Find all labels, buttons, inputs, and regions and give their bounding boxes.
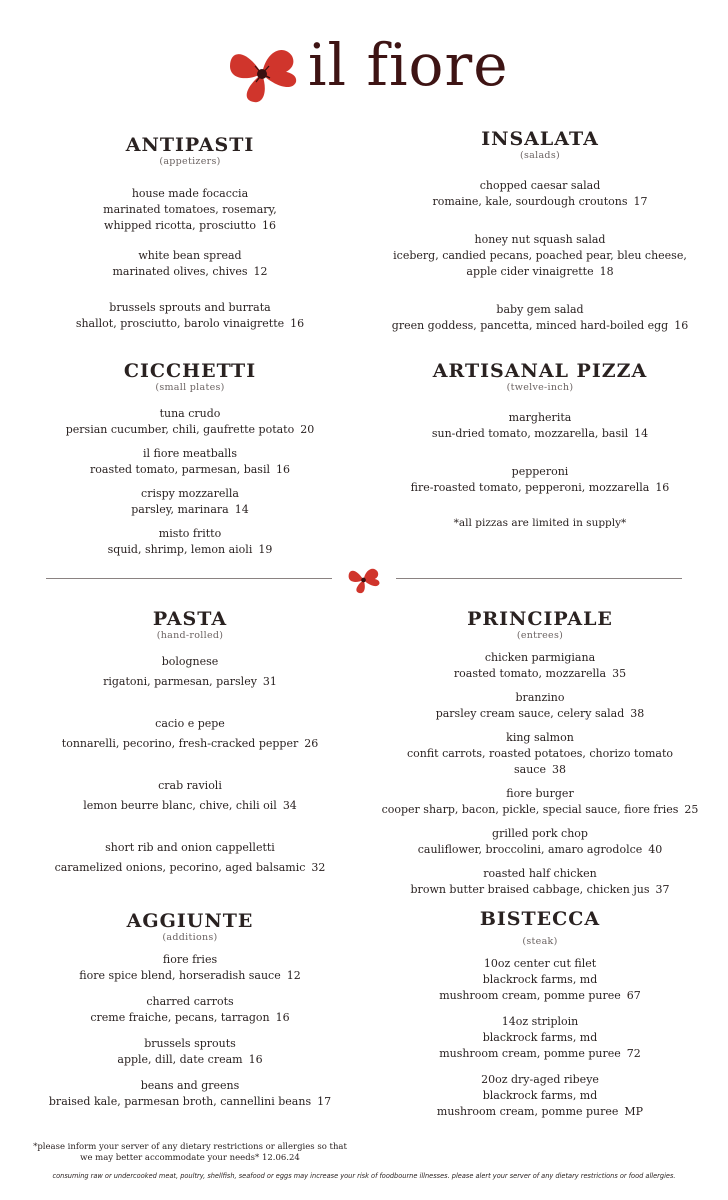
section-subtitle: (salads) <box>519 150 560 161</box>
item-name: 14oz striploin <box>501 1015 579 1028</box>
item-name: misto fritto <box>158 527 222 540</box>
item-price: 19 <box>258 543 273 556</box>
item-name: brussels sprouts and burrata <box>109 301 271 314</box>
menu-item <box>380 786 700 818</box>
item-name: pepperoni <box>511 465 569 478</box>
item-description: blackrock farms, md <box>482 973 598 986</box>
section-subtitle: (additions) <box>162 932 218 943</box>
item-description-line: roasted tomato, mozzarella 35 <box>453 667 627 680</box>
item-name: beans and greens <box>140 1079 240 1092</box>
item-description-line: cooper sharp, bacon, pickle, special sauce, fiore fries 25 <box>381 803 699 816</box>
item-price: 32 <box>311 861 326 874</box>
item-description-line: sun-dried tomato, mozzarella, basil 14 <box>431 427 649 440</box>
item-price: 38 <box>551 763 566 776</box>
item-name: margherita <box>508 411 572 424</box>
item-name: brussels sprouts <box>144 1037 236 1050</box>
menu-item <box>40 994 340 1026</box>
menu-item <box>388 302 692 334</box>
item-description-line: fire-roasted tomato, pepperoni, mozzarella 16 <box>410 481 670 494</box>
poppy-flower-icon <box>226 44 300 104</box>
item-name: il fiore meatballs <box>143 447 237 460</box>
item-price: 17 <box>633 195 648 208</box>
menu-item <box>40 654 340 690</box>
item-description-line: brown butter braised cabbage, chicken jus 37 <box>410 883 670 896</box>
item-name: fiore fries <box>162 953 218 966</box>
menu-item <box>400 956 680 1004</box>
menu-item <box>60 248 320 280</box>
section-subtitle: (twelve-inch) <box>506 382 574 393</box>
section-pasta <box>40 608 340 876</box>
menu-item <box>400 1072 680 1120</box>
item-description-line: marinated olives, chives 12 <box>112 265 268 278</box>
item-description-line: fiore spice blend, horseradish sauce 12 <box>79 969 301 982</box>
item-name: white bean spread <box>138 249 242 262</box>
item-description-line: creme fraiche, pecans, tarragon 16 <box>90 1011 290 1024</box>
item-description-line: tonnarelli, pecorino, fresh-cracked pepper 26 <box>61 737 319 750</box>
item-price: 14 <box>234 503 249 516</box>
item-price: 18 <box>599 265 614 278</box>
section-title: BISTECCA <box>479 908 601 930</box>
item-description: marinated tomatoes, rosemary, <box>103 203 277 216</box>
menu-item <box>50 406 330 438</box>
menu-item <box>50 446 330 478</box>
item-price: 16 <box>275 463 290 476</box>
item-description-line: cauliflower, broccolini, amaro agrodolce 40 <box>417 843 663 856</box>
section-cicchetti <box>50 360 330 558</box>
section-subtitle: (entrees) <box>516 630 564 641</box>
item-name: 20oz dry-aged ribeye <box>481 1073 599 1086</box>
item-price: 16 <box>248 1053 263 1066</box>
menu-item <box>398 410 682 442</box>
item-description: blackrock farms, md <box>482 1089 598 1102</box>
item-description-line: caramelized onions, pecorino, aged balsamic 32 <box>54 861 326 874</box>
item-description-line: parsley, marinara 14 <box>131 503 249 516</box>
item-price: 40 <box>648 843 663 856</box>
item-name: house made focaccia <box>131 187 249 200</box>
menu-item <box>40 716 340 752</box>
item-name: branzino <box>515 691 565 704</box>
item-description-line: squid, shrimp, lemon aioli 19 <box>107 543 273 556</box>
section-title: ARTISANAL PIZZA <box>432 360 648 382</box>
section-artisanal-pizza <box>398 360 682 530</box>
item-description-line: romaine, kale, sourdough croutons 17 <box>432 195 648 208</box>
item-price: 14 <box>634 427 649 440</box>
item-name: bolognese <box>161 655 219 668</box>
item-name: chopped caesar salad <box>479 179 601 192</box>
menu-item <box>380 650 700 682</box>
item-name: chicken parmigiana <box>484 651 596 664</box>
menu-item <box>40 952 340 984</box>
section-title: PASTA <box>152 608 228 630</box>
pizza-supply-note: *all pizzas are limited in supply* <box>453 517 627 529</box>
item-name: honey nut squash salad <box>474 233 606 246</box>
item-description-line: apple cider vinaigrette 18 <box>466 265 614 278</box>
item-description: blackrock farms, md <box>482 1031 598 1044</box>
item-name: fiore burger <box>506 787 574 800</box>
item-name: 10oz center cut filet <box>483 957 597 970</box>
item-price: 16 <box>290 317 305 330</box>
brand-logo-text: il fiore <box>308 31 509 99</box>
item-description-line: rigatoni, parmesan, parsley 31 <box>103 675 277 688</box>
item-name: charred carrots <box>146 995 234 1008</box>
item-name: baby gem salad <box>496 303 584 316</box>
item-name: roasted half chicken <box>483 867 597 880</box>
item-price: 25 <box>684 803 699 816</box>
item-name: cacio e pepe <box>155 717 225 730</box>
section-insalata <box>388 128 692 334</box>
item-price: 16 <box>655 481 670 494</box>
food-safety-disclaimer: consuming raw or undercooked meat, poultry, shellfish, seafood or eggs may increase your risk of foodbourne illnesses. please alert your server of any dietary restrictions or food allergies. <box>52 1172 676 1180</box>
item-description-line: whipped ricotta, prosciutto 16 <box>104 219 276 232</box>
item-price: 12 <box>253 265 268 278</box>
section-divider-right <box>396 578 682 579</box>
item-price: 16 <box>674 319 689 332</box>
section-principale <box>380 608 700 898</box>
menu-item <box>40 778 340 814</box>
item-price: 37 <box>655 883 670 896</box>
item-name: tuna crudo <box>159 407 221 420</box>
section-antipasti <box>60 134 320 332</box>
item-name: crispy mozzarella <box>141 487 239 500</box>
menu-item <box>388 178 692 210</box>
item-description-line: confit carrots, roasted potatoes, chorizo tomato sauce 38 <box>406 747 674 776</box>
section-subtitle: (appetizers) <box>159 156 221 167</box>
item-description-line: lemon beurre blanc, chive, chili oil 34 <box>83 799 297 812</box>
section-subtitle: (steak) <box>522 936 558 947</box>
section-subtitle: (small plates) <box>155 382 225 393</box>
item-price: 72 <box>626 1047 641 1060</box>
section-bistecca <box>400 908 680 1120</box>
item-price: 38 <box>630 707 645 720</box>
item-price: 20 <box>300 423 315 436</box>
item-price: 31 <box>262 675 277 688</box>
item-price: 67 <box>626 989 641 1002</box>
item-description-line: shallot, prosciutto, barolo vinaigrette 16 <box>75 317 305 330</box>
menu-item <box>50 486 330 518</box>
item-description: iceberg, candied pecans, poached pear, bleu cheese, <box>393 249 687 262</box>
item-price: 34 <box>282 799 297 812</box>
item-name: crab ravioli <box>158 779 222 792</box>
item-price: 35 <box>612 667 627 680</box>
menu-item <box>380 730 700 778</box>
menu-item <box>40 1036 340 1068</box>
menu-header <box>0 30 728 110</box>
menu-item <box>388 232 692 280</box>
item-name: short rib and onion cappelletti <box>105 841 275 854</box>
section-aggiunte <box>40 910 340 1110</box>
menu-item <box>50 526 330 558</box>
section-title: ANTIPASTI <box>125 134 255 156</box>
section-title: AGGIUNTE <box>126 910 254 932</box>
poppy-flower-icon <box>346 566 382 594</box>
item-price: 26 <box>304 737 319 750</box>
menu-item <box>40 1078 340 1110</box>
section-divider-left <box>46 578 332 579</box>
item-price: 17 <box>317 1095 332 1108</box>
item-description-line: apple, dill, date cream 16 <box>117 1053 263 1066</box>
item-price: 16 <box>261 219 276 232</box>
item-price: MP <box>624 1105 644 1118</box>
item-description-line: parsley cream sauce, celery salad 38 <box>435 707 645 720</box>
section-title: INSALATA <box>481 128 599 150</box>
item-price: 12 <box>286 969 301 982</box>
item-price: 16 <box>275 1011 290 1024</box>
item-description-line: braised kale, parmesan broth, cannellini beans 17 <box>48 1095 332 1108</box>
menu-item <box>60 300 320 332</box>
menu-item <box>380 690 700 722</box>
item-description-line: green goddess, pancetta, minced hard-boiled egg 16 <box>391 319 689 332</box>
menu-item <box>380 866 700 898</box>
item-description-line: persian cucumber, chili, gaufrette potato 20 <box>65 423 315 436</box>
section-title: PRINCIPALE <box>467 608 613 630</box>
item-description-line: mushroom cream, pomme puree 72 <box>439 1047 641 1060</box>
item-description-line: roasted tomato, parmesan, basil 16 <box>90 463 290 476</box>
dietary-note: *please inform your server of any dietary restrictions or allergies so that we may better accommodate your needs* 12.06.24 <box>33 1142 347 1163</box>
item-name: grilled pork chop <box>492 827 588 840</box>
menu-item <box>40 840 340 876</box>
item-description-line: mushroom cream, pomme puree MP <box>436 1105 644 1118</box>
item-description-line: mushroom cream, pomme puree 67 <box>439 989 641 1002</box>
section-subtitle: (hand-rolled) <box>156 630 224 641</box>
item-name: king salmon <box>506 731 574 744</box>
section-title: CICCHETTI <box>123 360 257 382</box>
menu-item <box>380 826 700 858</box>
menu-item <box>400 1014 680 1062</box>
menu-item <box>398 464 682 496</box>
menu-item <box>60 186 320 234</box>
